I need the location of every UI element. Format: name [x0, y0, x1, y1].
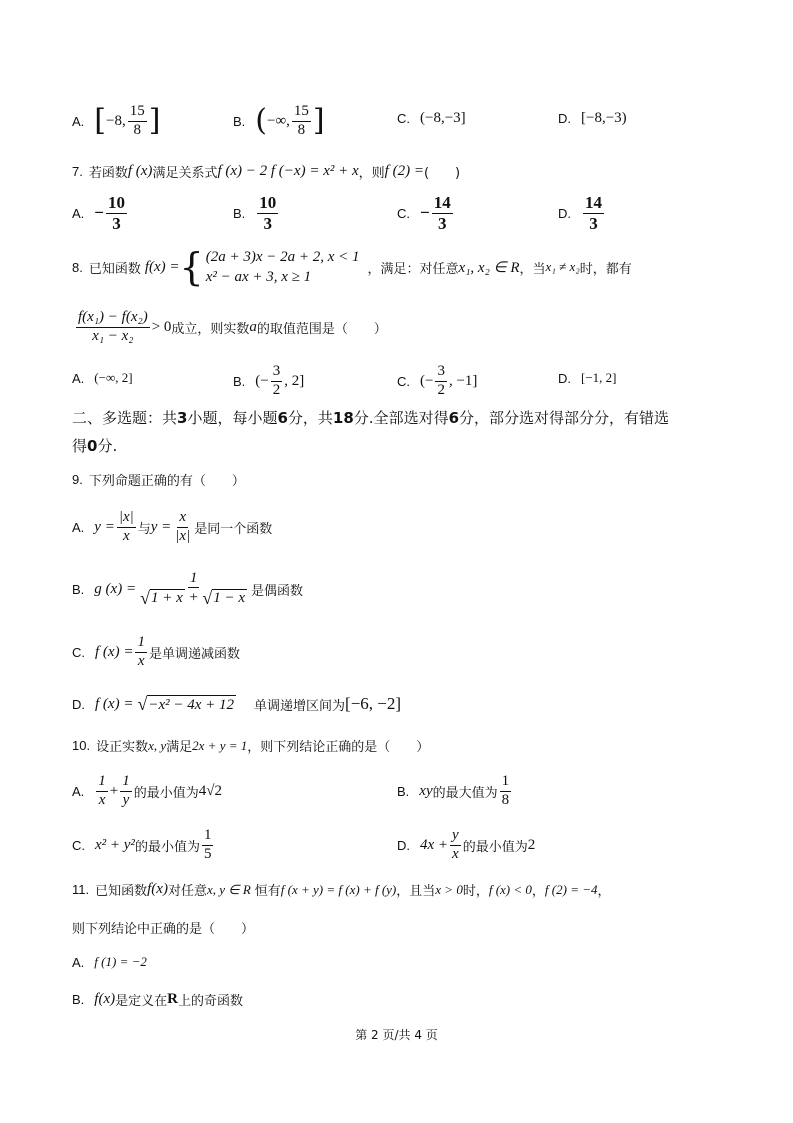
- option-label: A.: [72, 113, 85, 129]
- q7-options: [0, 194, 793, 234]
- q6-d-text: [−8,−3): [581, 110, 627, 126]
- q10-option-c: C. x² + y² 的最小值为 $\frac{1}{5}$: [72, 827, 212, 862]
- option-label: D.: [558, 111, 571, 126]
- q7-fx: f (x): [127, 163, 153, 179]
- q10-option-a: A. $\frac{1}{x}$ + $\frac{1}{y}$ 的最小值为 4√2: [72, 773, 223, 808]
- q6-c-text: (−8,−3]: [420, 110, 466, 126]
- q7-ask: f (2) =: [384, 163, 424, 179]
- q7-a-fraction: $\frac{10}{3}$: [107, 193, 125, 233]
- q9-option-b: B. g (x) = 1 √ 1 + x + √ 1 − x 是偶函数: [72, 569, 304, 609]
- q8-option-a: A. (−∞, 2]: [72, 370, 133, 386]
- page-footer: 第 2 页/共 4 页: [355, 1028, 438, 1042]
- q7-d-fraction: $\frac{14}{3}$: [585, 193, 602, 233]
- q10-option-d: D. 4x + $\frac{y}{x}$ 的最小值为 2: [397, 827, 536, 862]
- q7-option-a: A. − $\frac{10}{3}$: [72, 193, 125, 233]
- q8-options: [0, 364, 793, 400]
- q11-line2: 则下列结论中正确的是（ ）: [72, 922, 255, 937]
- q8-condition: $\frac{\text{f(x₁) − f(x₂)}}{\text{x₁ − x₂}}$ > 0 成立，则实数 a 的取值范围是（ ）: [78, 308, 387, 344]
- q6-option-a: A. [ −8, $\frac{15}{8}$ ]: [72, 103, 161, 139]
- q8-option-c: C. (− $\frac{3}{2}$ , −1]: [397, 363, 478, 398]
- q8-option-b: B. (− $\frac{3}{2}$ , 2]: [233, 363, 305, 398]
- question-number: 9.: [72, 472, 83, 487]
- q7-option-b: B. $\frac{10}{3}$: [233, 193, 277, 233]
- q8-neq: x₁ ≠ x₂: [545, 259, 580, 274]
- q11-option-a: A. f (1) = −2: [72, 954, 147, 970]
- q6-option-c: [397, 110, 466, 127]
- q7-option-d: D. $\frac{14}{3}$: [558, 193, 602, 233]
- q9-option-d: D. f (x) = √ −x² − 4x + 12 单调递增区间为 [−6, −2]: [72, 693, 402, 714]
- q7-b-fraction: $\frac{10}{3}$: [259, 193, 277, 233]
- q10-option-b: B. xy 的最大值为 $\frac{1}{8}$: [397, 773, 510, 808]
- option-label: C.: [397, 111, 410, 126]
- q7-option-c: C. − $\frac{14}{3}$: [397, 193, 451, 233]
- q6-b-left: −∞,: [267, 112, 290, 129]
- question-number: 7.: [72, 164, 83, 179]
- q9-option-a: A. y = $\frac{|x|}{x}$ 与 y = $\frac{x}{|x|}$ 是同一个函数: [72, 508, 273, 544]
- q9-option-c: C. f (x) = $\frac{1}{x}$ 是单调递减函数: [72, 633, 240, 669]
- q10-stem: 10. 设正实数 x, y 满足 2x + y = 1 ，则下列结论正确的是（ ）: [72, 737, 430, 755]
- question-number: 10.: [72, 738, 91, 753]
- q6-a-left: −8,: [106, 112, 126, 129]
- q10-options-ab: [0, 774, 793, 820]
- q8-option-d: D. [−1, 2]: [558, 370, 617, 386]
- q11-stem: 11. 已知函数 f(x) 对任意 x, y ∈ R 恒有 f (x + y) = f (x) + f (y) ，且当 x > 0 时， f (x) < 0 ， f (2) = −4 ，: [72, 881, 611, 899]
- q6-b-fraction: $\frac{15}{8}$: [293, 103, 309, 138]
- q10-options-cd: [0, 828, 793, 874]
- q6-option-d: [558, 110, 627, 127]
- question-number: 8.: [72, 259, 83, 275]
- option-label: B.: [233, 113, 246, 129]
- q8-piecewise: (2a + 3)x − 2a + 2, x < 1 x² − ax + 3, x ≥ 1: [205, 249, 360, 285]
- q6-a-fraction: $\frac{15}{8}$: [129, 103, 145, 138]
- question-number: 11.: [72, 882, 90, 897]
- q6-options: [0, 104, 793, 140]
- q7-equation: f (x) − 2 f (−x) = x² + x: [217, 163, 359, 179]
- q7-stem: 7. 若函数 f (x) 满足关系式 f (x) − 2 f (−x) = x² + x ，则 f (2) = ( ): [72, 163, 461, 181]
- q9-stem: 9. 下列命题正确的有（ ）: [72, 472, 245, 489]
- section-heading: 二、多选题：共3小题，每小题6分，共18分.全部选对得6分，部分选对得部分分，有错选 得0分.: [72, 409, 670, 455]
- q8-vars: x₁, x₂ ∈ R: [458, 259, 520, 276]
- q8-fx: f(x) =: [144, 258, 180, 275]
- q8-fraction: $\frac{\text{f(x₁) − f(x₂)}}{\text{x₁ − x₂}}$: [78, 308, 148, 344]
- q7-c-fraction: $\frac{14}{3}$: [433, 193, 451, 233]
- q11-option-b: B. f(x) 是定义在 R 上的奇函数: [72, 991, 243, 1009]
- q8-stem: 8. 已知函数 f(x) = { (2a + 3)x − 2a + 2, x < 1 x² − ax + 3, x ≥ 1 ，满足：对任意 x₁, x₂ ∈ R ，当 x₁ ≠ x₂ 时，都有: [72, 245, 632, 289]
- q6-option-b: B. ( −∞, $\frac{15}{8}$ ]: [233, 103, 325, 139]
